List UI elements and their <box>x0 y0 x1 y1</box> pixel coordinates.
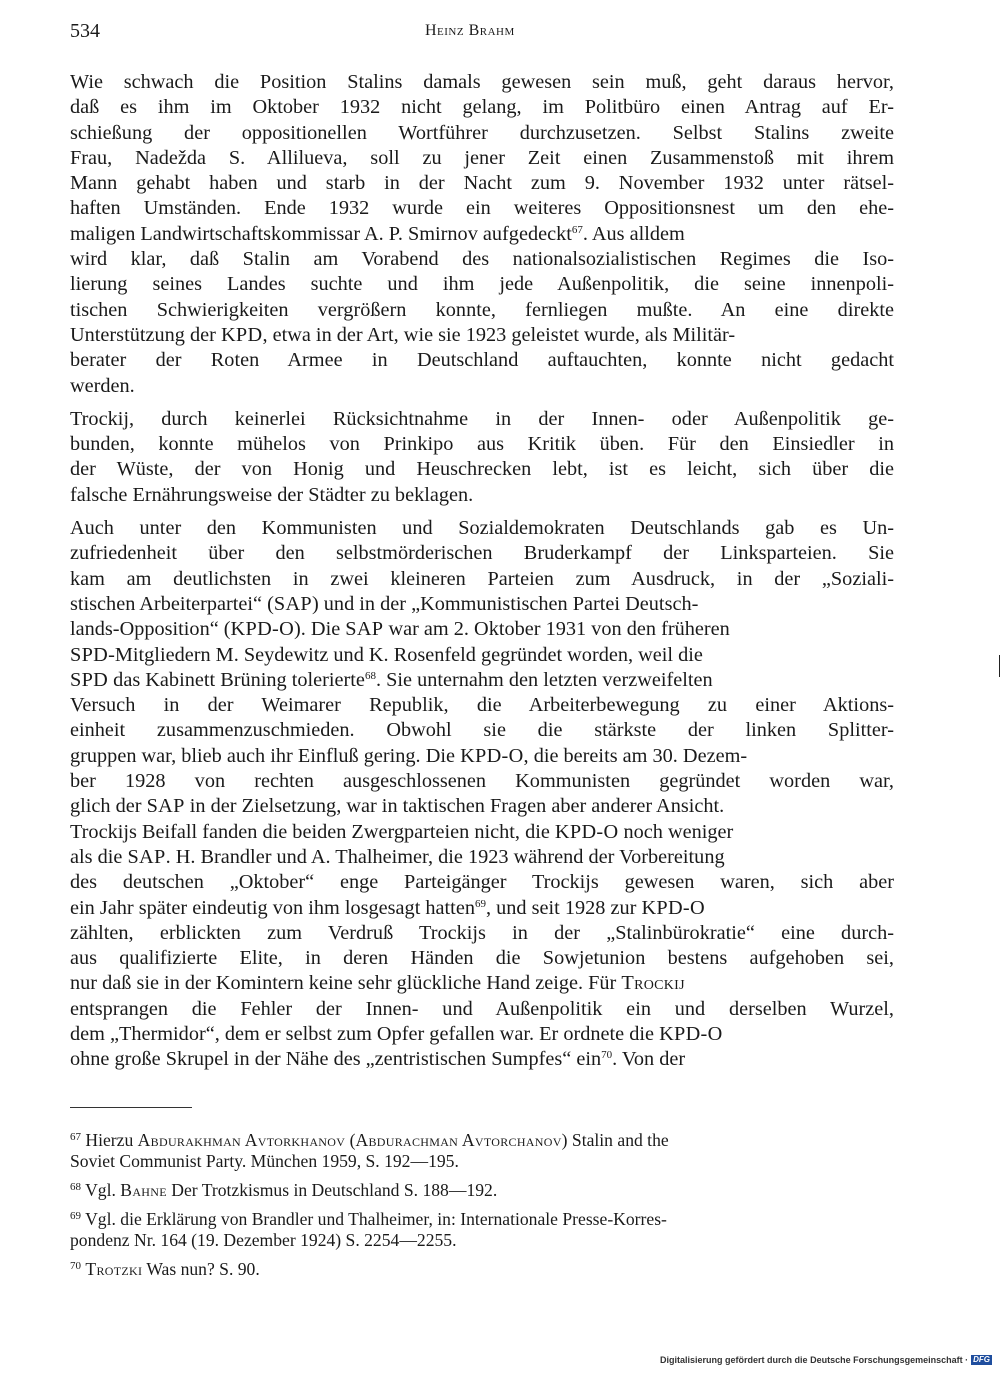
text-line <box>70 1047 894 1072</box>
text-line: Wie schwach die Position Stalins damals gewesen sein muß, geht daraus hervor, <box>70 71 894 93</box>
footnote-number: 70 <box>70 1260 81 1272</box>
abbrev-kpdo: KPD-O <box>659 1022 723 1045</box>
text-line <box>70 1022 894 1047</box>
text-line: Mann gehabt haben und starb in der Nacht zum 9. November 1932 unter rätsel- <box>70 172 894 195</box>
text-line <box>70 820 894 845</box>
footnote-line: pondenz Nr. 164 (19. Dezember 1924) S. 2254—2255. <box>70 1230 457 1250</box>
text-run: war am 2. Oktober 1931 von den früheren <box>383 618 730 641</box>
footnote-67 <box>70 1130 894 1172</box>
text-run: Was nun? S. 90. <box>142 1259 260 1279</box>
text-run: dem „Thermidor“, dem er selbst zum Opfer gefallen war. Er ordnete die <box>70 1022 660 1045</box>
abbrev-spd: SPD <box>70 643 109 666</box>
text-run: -Mitgliedern M. Seydewitz und K. Rosenfeld gegründet worden, weil die <box>108 643 703 666</box>
text-run: in der Zielsetzung, war in taktischen Fragen aber anderer Ansicht. <box>184 795 725 818</box>
footnote-line <box>70 1130 894 1151</box>
footnote-number: 67 <box>70 1131 81 1143</box>
paragraph-2 <box>70 407 894 508</box>
footnote-ref-68[interactable]: 68 <box>364 669 376 682</box>
text-line: tischen Schwierigkeiten vergrößern konnte, fernliegen mußte. An eine direkte <box>70 298 894 321</box>
footnote-author-alt: Abdurachman Avtorchanov <box>355 1130 562 1150</box>
footnote-line <box>70 1209 894 1230</box>
text-run: ). Die <box>294 618 346 641</box>
body-text <box>70 70 894 1081</box>
abbrev-sap: SAP <box>345 618 384 641</box>
text-line: der Wüste, der von Honig und Heuschrecken lebt, ist es leicht, sich über die <box>70 458 894 481</box>
text-line <box>70 794 894 819</box>
footnote-69 <box>70 1209 894 1251</box>
text-line <box>70 643 894 668</box>
abbrev-spd: SPD <box>70 668 109 691</box>
text-run: als die <box>70 845 128 868</box>
text-run: stischen Arbeiterpartei“ ( <box>70 592 274 615</box>
text-run: Hierzu <box>81 1130 138 1150</box>
footnote-68 <box>70 1180 894 1201</box>
text-line <box>70 668 894 693</box>
text-line: zufriedenheit über den selbstmörderischen Bruderkampf der Linksparteien. Sie <box>70 542 894 565</box>
text-line: des deutschen „Oktober“ enge Parteigänger Trockijs gewesen waren, sich aber <box>70 871 894 894</box>
text-run: Der Trotzkismus in Deutschland S. 188—192. <box>166 1180 498 1200</box>
text-line: zählten, erblickten zum Verdruß Trockijs in der „Stalinbürokratie“ eine durch- <box>70 921 894 944</box>
text-run: das Kabinett Brüning tolerierte <box>108 668 365 691</box>
abbrev-sap: SAP <box>127 845 166 868</box>
text-line: ber 1928 von rechten ausgeschlossenen Kommunisten gegründet worden war, <box>70 770 894 793</box>
text-line: entsprangen die Fehler der Innen- und Außenpolitik ein und derselben Wurzel, <box>70 997 894 1020</box>
footnote-ref-69[interactable]: 69 <box>474 897 486 910</box>
text-line: berater der Roten Armee in Deutschland auftauchten, konnte nicht gedacht <box>70 349 894 372</box>
credit-text: Digitalisierung gefördert durch die Deutsche Forschungsgemeinschaft · <box>660 1355 969 1365</box>
abbrev-kpdo: KPD-O <box>554 820 619 843</box>
text-line <box>70 323 894 348</box>
text-run: maligen Landwirtschaftskommissar A. P. Smirnov aufgedeckt <box>70 222 572 245</box>
footnote-line <box>70 1259 894 1280</box>
text-run: Vgl. die Erklärung von Brandler und Thalheimer, in: Internationale Presse-Korres- <box>81 1209 667 1229</box>
text-run: , die bereits am 30. Dezem- <box>523 744 748 767</box>
footnote-author: Trotzki <box>85 1259 143 1279</box>
text-run: . Aus alldem <box>582 222 685 245</box>
paragraph-1 <box>70 70 894 399</box>
text-line: falsche Ernährungsweise der Städter zu beklagen. <box>70 483 474 506</box>
text-line: aus qualifizierte Elite, in deren Händen die Sowjetunion bestens aufgehoben sei, <box>70 947 894 970</box>
text-line <box>70 744 894 769</box>
abbrev-sap: SAP <box>146 795 185 818</box>
footnote-ref-70[interactable]: 70 <box>601 1049 613 1062</box>
text-line: einheit zusammenzuschmieden. Obwohl sie die stärkste der linken Splitter- <box>70 719 894 742</box>
text-line: Frau, Nadežda S. Allilueva, soll zu jener Zeit einen Zusammenstoß mit ihrem <box>70 146 894 169</box>
text-run: ein Jahr später eindeutig von ihm losgesagt hatten <box>70 896 475 919</box>
text-run: Trockijs Beifall fanden die beiden Zwergparteien nicht, die <box>70 820 555 843</box>
text-line: daß es ihm im Oktober 1932 nicht gelang, im Politbüro einen Antrag auf Er- <box>70 96 894 119</box>
text-line: Versuch in der Weimarer Republik, die Arbeiterbewegung zu einer Aktions- <box>70 694 894 717</box>
running-head: Heinz Brahm <box>425 22 515 39</box>
digitization-credit <box>660 1355 992 1365</box>
text-line: Trockij, durch keinerlei Rücksichtnahme in der Innen- oder Außenpolitik ge- <box>70 407 894 430</box>
text-run: noch weniger <box>618 820 734 843</box>
text-line <box>70 896 894 921</box>
text-run: . Sie unternahm den letzten verzweifelten <box>375 668 713 691</box>
text-line <box>70 617 894 642</box>
text-line: bunden, konnte mühelos von Prinkipo aus Kritik üben. Für den Einsiedler in <box>70 433 894 456</box>
paragraph-3 <box>70 516 894 1073</box>
footnote-ref-67[interactable]: 67 <box>571 223 583 236</box>
text-run: nur daß sie in der Komintern keine sehr glückliche Hand zeige. Für <box>70 972 622 995</box>
text-line: kam am deutlichsten in zwei kleineren Parteien zum Ausdruck, in der „Soziali- <box>70 567 894 590</box>
dfg-logo: DFG <box>973 1355 990 1364</box>
text-line: werden. <box>70 374 135 397</box>
footnote-number: 68 <box>70 1181 81 1193</box>
footnotes <box>70 1130 894 1288</box>
text-line <box>70 845 894 870</box>
abbrev-kpdo: KPD-O <box>641 896 705 919</box>
footnote-70 <box>70 1259 894 1280</box>
abbrev-trockij: Trockij <box>621 972 685 995</box>
text-run: glich der <box>70 795 147 818</box>
text-run: ( <box>345 1130 356 1150</box>
text-run: . Von der <box>612 1048 686 1071</box>
text-line <box>70 592 894 617</box>
text-run: Unterstützung der <box>70 323 221 346</box>
footnote-line <box>70 1180 894 1201</box>
text-line: haften Umständen. Ende 1932 wurde ein weiteres Oppositionsnest um den ehe- <box>70 197 894 220</box>
footnote-line: Soviet Communist Party. München 1959, S. 192—195. <box>70 1151 459 1171</box>
text-run: lands-Opposition“ ( <box>70 618 231 641</box>
text-line: Auch unter den Kommunisten und Sozialdemokraten Deutschlands gab es Un- <box>70 517 894 540</box>
abbrev-kpd: KPD <box>220 323 263 346</box>
abbrev-kpdo: KPD-O <box>230 618 295 641</box>
text-run: ohne große Skrupel in der Nähe des „zentristischen Sumpfes“ ein <box>70 1048 602 1071</box>
footnote-divider <box>70 1107 192 1108</box>
text-line <box>70 971 894 996</box>
text-run: ) und in der „Kommunistischen Partei Deutsch- <box>311 592 699 615</box>
text-run: , etwa in der Art, wie sie 1923 geleistet wurde, als Militär- <box>262 323 736 346</box>
footnote-number: 69 <box>70 1210 81 1222</box>
footnote-author: Bahne <box>120 1180 167 1200</box>
text-run: , und seit 1928 zur <box>485 896 642 919</box>
text-run: ) Stalin and the <box>561 1130 669 1150</box>
text-line: schießung der oppositionellen Wortführer durchzusetzen. Selbst Stalins zweite <box>70 121 894 144</box>
footnote-author: Abdurakhman Avtorkhanov <box>137 1130 346 1150</box>
text-run: . H. Brandler und A. Thalheimer, die 1923 während der Vorbereitung <box>165 845 725 868</box>
text-line: lierung seines Landes suchte und ihm jede Außenpolitik, die seine innenpoli- <box>70 273 894 296</box>
abbrev-sap: SAP <box>273 592 312 615</box>
text-run: gruppen war, blieb auch ihr Einfluß gering. Die <box>70 744 461 767</box>
text-line <box>70 222 894 247</box>
page-number: 534 <box>70 20 100 42</box>
text-line: wird klar, daß Stalin am Vorabend des nationalsozialistischen Regimes die Iso- <box>70 248 894 271</box>
text-run: Vgl. <box>81 1180 121 1200</box>
abbrev-kpdo: KPD-O <box>460 744 524 767</box>
